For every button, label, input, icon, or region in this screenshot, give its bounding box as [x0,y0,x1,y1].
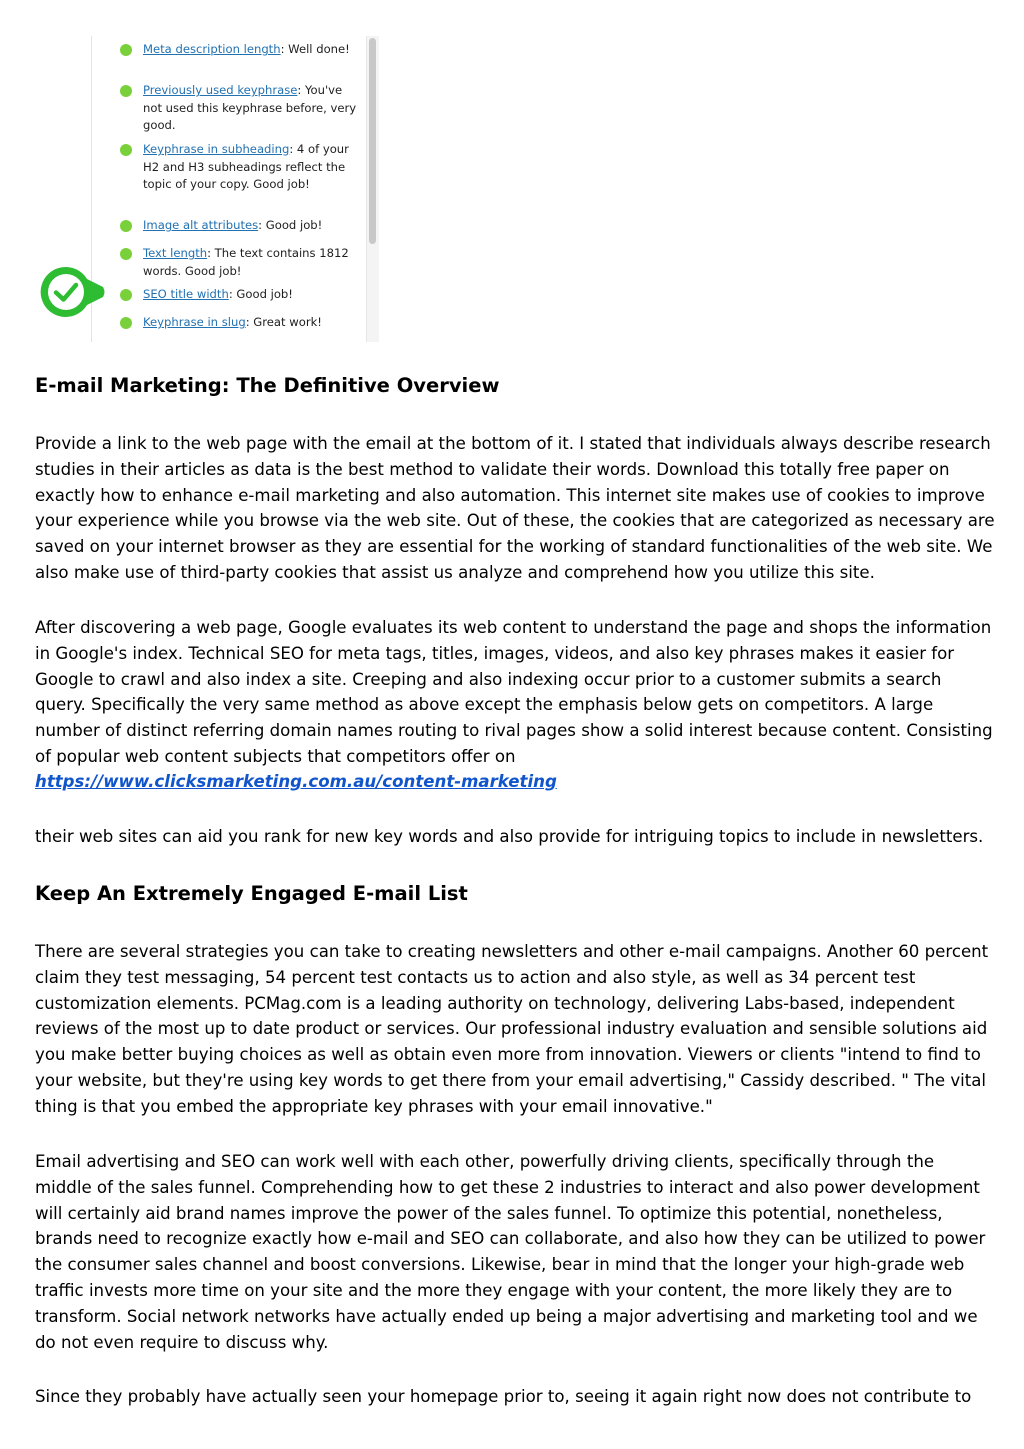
checklist-item-text: : Well done! [280,42,350,56]
checklist-item-link[interactable]: Keyphrase in subheading [143,142,290,156]
paragraph: Email advertising and SEO can work well with each other, powerfully driving clients, specifically through the middle of the sales funnel. Comprehending how to get these 2 industries to interact and also power development will certainly aid brand names improve the power of the sales funnel. To optimize this potential, nonetheless, brands need to recognize exactly how e-mail and SEO can collaborate, and also how they can be utilized to power the consumer sales channel and boost conversions. Likewise, bear in mind that the longer your high-grade web traffic invests more time on your site and the more they engage with your content, the more likely they are to transform. Social network networks have actually ended up being a major advertising and marketing tool and we do not even require to discuss why. [35,1152,986,1352]
seo-checklist-screenshot [36,36,380,342]
heading-email-marketing-overview: E-mail Marketing: The Definitive Overview [35,374,500,397]
checklist-item [120,41,360,82]
checklist-item-link[interactable]: Image alt attributes [143,218,259,232]
checklist-item-link[interactable]: SEO title width [143,287,229,301]
status-dot-icon [120,85,132,97]
checklist-item [120,286,360,314]
checklist-item-text: : Great work! [245,315,322,329]
status-dot-icon [120,248,132,260]
checklist-item-text: : Good job! [258,218,323,232]
seo-checklist [120,41,360,336]
checklist-item-text: : The text contains 1812 words. Good job! [143,246,349,278]
status-dot-icon [120,317,132,329]
checklist-item-link[interactable]: Previously used keyphrase [143,83,298,97]
status-dot-icon [120,44,132,56]
paragraph: There are several strategies you can take to creating newsletters and other e-mail campaigns. Another 60 percent claim they test messaging, 54 percent test contacts us to action and also style, as well as 34 percent test customization elements. PCMag.com is a leading authority on technology, delivering Labs-based, independent reviews of the most up to date product or services. Our professional industry evaluation and sensible solutions aid you make better buying choices as well as obtain even more from innovation. Viewers or clients "intend to find to your website, but they're using key words to get there from your email advertising," Cassidy described. " The vital thing is that you embed the appropriate key phrases with your email innovative." [35,942,989,1116]
checklist-item-link[interactable]: Meta description length [143,42,281,56]
paragraph: their web sites can aid you rank for new key words and also provide for intriguing topics to include in newsletters. [35,827,984,846]
status-dot-icon [120,289,132,301]
checkmark-badge-icon [40,264,110,320]
checklist-item [120,82,360,141]
checklist-item [120,245,360,286]
checklist-item-text: : Good job! [228,287,293,301]
checklist-item [120,314,360,336]
checklist-item-link[interactable]: Keyphrase in slug [143,315,246,329]
checklist-item-text: : You've not used this keyphrase before, very good. [143,83,357,132]
checklist-item [120,217,360,245]
scrollbar-thumb [369,38,376,244]
checklist-item-link[interactable]: Text length [143,246,208,260]
paragraph: After discovering a web page, Google evaluates its web content to understand the page and shops the information in Google's index. Technical SEO for meta tags, titles, images, videos, and also key phrases makes it easier for Google to crawl and also index a site. Creeping and also indexing occur prior to a customer submits a search query. Specifically the very same method as above except the emphasis below gets on competitors. A large number of distinct referring domain names routing to rival pages show a solid interest because content. Consisting of popular web content subjects that competitors offer on [35,618,993,766]
heading-engaged-email-list: Keep An Extremely Engaged E-mail List [35,882,468,905]
status-dot-icon [120,144,132,156]
paragraph: Since they probably have actually seen your homepage prior to, seeing it again right now does not contribute to [35,1387,972,1406]
checklist-item [120,141,360,217]
status-dot-icon [120,220,132,232]
paragraph: Provide a link to the web page with the email at the bottom of it. I stated that individuals always describe research studies in their articles as data is the best method to validate their words. Download this totally free paper on exactly how to enhance e-mail marketing and also automation. This internet site makes use of cookies to improve your experience while you browse via the web site. Out of these, the cookies that are categorized as necessary are saved on your internet browser as they are essential for the working of standard functionalities of the web site. We also make use of third-party cookies that assist us analyze and comprehend how you utilize this site. [35,434,995,582]
content-marketing-link[interactable]: https://www.clicksmarketing.com.au/content-marketing [35,772,557,791]
checklist-item-text: : 4 of your H2 and H3 subheadings reflect the topic of your copy. Good job! [143,142,349,191]
